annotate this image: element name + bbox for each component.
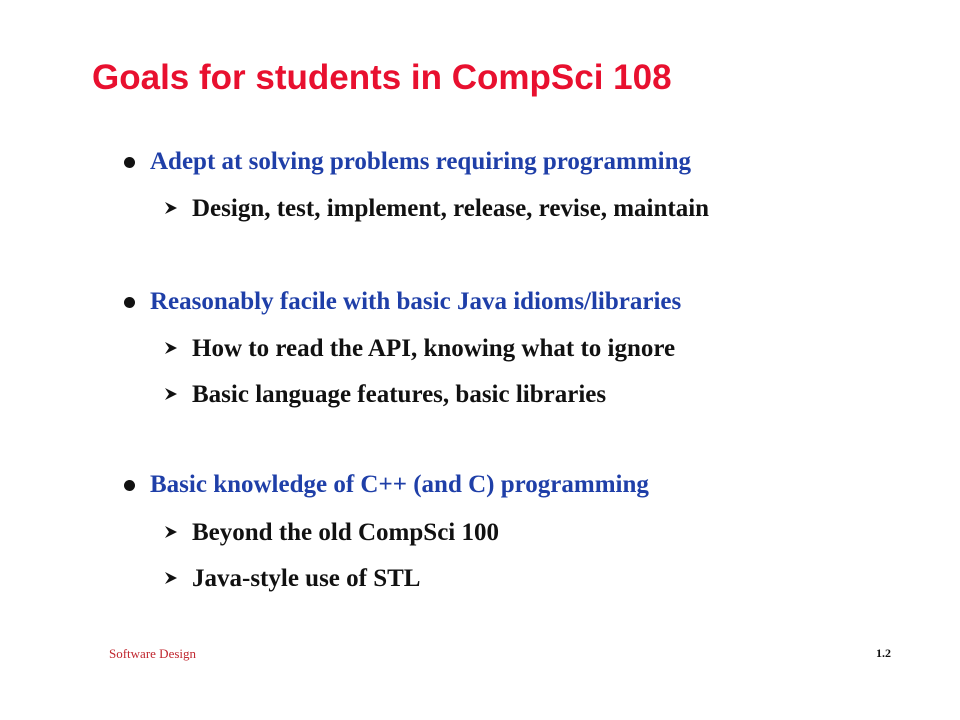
sub-bullet-item: Design, test, implement, release, revise, maintain xyxy=(192,195,710,222)
circle-bullet-icon xyxy=(124,157,135,168)
sub-bullet-item: How to read the API, knowing what to ignore xyxy=(192,335,676,362)
slide-title: Goals for students in CompSci 108 xyxy=(92,58,672,97)
sub-bullet-item: Basic language features, basic libraries xyxy=(192,381,607,408)
footer-course-name: Software Design xyxy=(109,646,197,661)
sub-bullet-item: Beyond the old CompSci 100 xyxy=(192,519,499,546)
sub-bullet-item: Java-style use of STL xyxy=(192,565,421,592)
arrowhead-bullet-icon xyxy=(164,525,178,539)
footer-slide-number: 1.2 xyxy=(876,646,891,660)
arrowhead-bullet-icon xyxy=(164,201,178,215)
arrowhead-bullet-icon xyxy=(164,571,178,585)
arrowhead-bullet-icon xyxy=(164,341,178,355)
circle-bullet-icon xyxy=(124,297,135,308)
circle-bullet-icon xyxy=(124,480,135,491)
bullet-item: Basic knowledge of C++ (and C) programming xyxy=(150,471,649,498)
bullet-item: Reasonably facile with basic Java idioms/libraries xyxy=(150,288,682,315)
bullet-item: Adept at solving problems requiring programming xyxy=(150,148,692,175)
arrowhead-bullet-icon xyxy=(164,387,178,401)
